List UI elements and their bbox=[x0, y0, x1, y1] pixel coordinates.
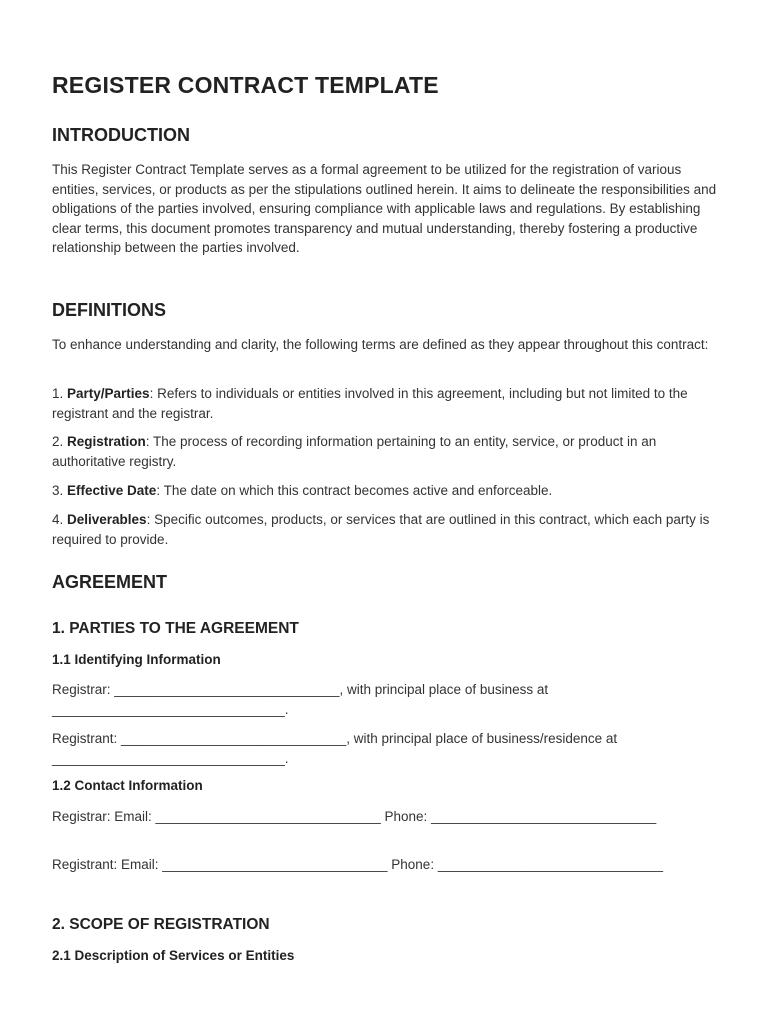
definitions-heading: DEFINITIONS bbox=[52, 300, 167, 320]
definition-item bbox=[52, 384, 722, 423]
subsection-1-2-heading: 1.2 Contact Information bbox=[52, 778, 203, 793]
definition-number: 3. bbox=[52, 483, 68, 498]
definition-item bbox=[52, 481, 722, 501]
definition-term: Party/Parties bbox=[67, 386, 150, 401]
definition-term: Deliverables bbox=[67, 512, 147, 527]
section-2-heading: 2. SCOPE OF REGISTRATION bbox=[52, 916, 270, 933]
registrar-contact-line: Registrar: Email: ______________________________ Phone: ______________________________ bbox=[52, 809, 657, 824]
registrar-identification-line: Registrar: ______________________________, with principal place of business at _______________________________. bbox=[52, 682, 549, 717]
definition-term: Effective Date bbox=[67, 483, 157, 498]
definition-number: 4. bbox=[52, 512, 68, 527]
introduction-heading: INTRODUCTION bbox=[52, 125, 190, 145]
definitions-intro: To enhance understanding and clarity, the following terms are defined as they appear throughout this contract: bbox=[52, 337, 709, 352]
agreement-heading: AGREEMENT bbox=[52, 572, 168, 592]
definition-text: : The process of recording information pertaining to an entity, service, or product in an authoritative registry. bbox=[52, 434, 657, 469]
registrant-identification-line: Registrant: ______________________________, with principal place of business/residence at _______________________________. bbox=[52, 731, 618, 766]
definition-text: : The date on which this contract becomes active and enforceable. bbox=[156, 483, 553, 498]
definition-number: 1. bbox=[52, 386, 68, 401]
subsection-2-1-heading: 2.1 Description of Services or Entities bbox=[52, 948, 295, 963]
section-1-heading: 1. PARTIES TO THE AGREEMENT bbox=[52, 620, 299, 637]
document-title: REGISTER CONTRACT TEMPLATE bbox=[52, 72, 439, 98]
introduction-paragraph: This Register Contract Template serves as a formal agreement to be utilized for the registration of various entities, services, or products as per the stipulations outlined herein. It aims to delineate the responsibilities and obligations of the parties involved, ensuring compliance with applicable laws and regulations. By establishing clear terms, this document promotes transparency and mutual understanding, thereby fostering a productive relationship between the parties involved. bbox=[52, 162, 717, 256]
definition-text: : Refers to individuals or entities involved in this agreement, including but not limited to the registrant and the registrar. bbox=[52, 386, 688, 421]
definition-text: : Specific outcomes, products, or services that are outlined in this contract, which each party is required to provide. bbox=[52, 512, 710, 547]
definition-number: 2. bbox=[52, 434, 68, 449]
definition-term: Registration bbox=[67, 434, 146, 449]
registrant-contact-line: Registrant: Email: ______________________________ Phone: ______________________________ bbox=[52, 857, 664, 872]
definition-item bbox=[52, 432, 722, 471]
subsection-1-1-heading: 1.1 Identifying Information bbox=[52, 652, 221, 667]
definition-item bbox=[52, 510, 722, 549]
